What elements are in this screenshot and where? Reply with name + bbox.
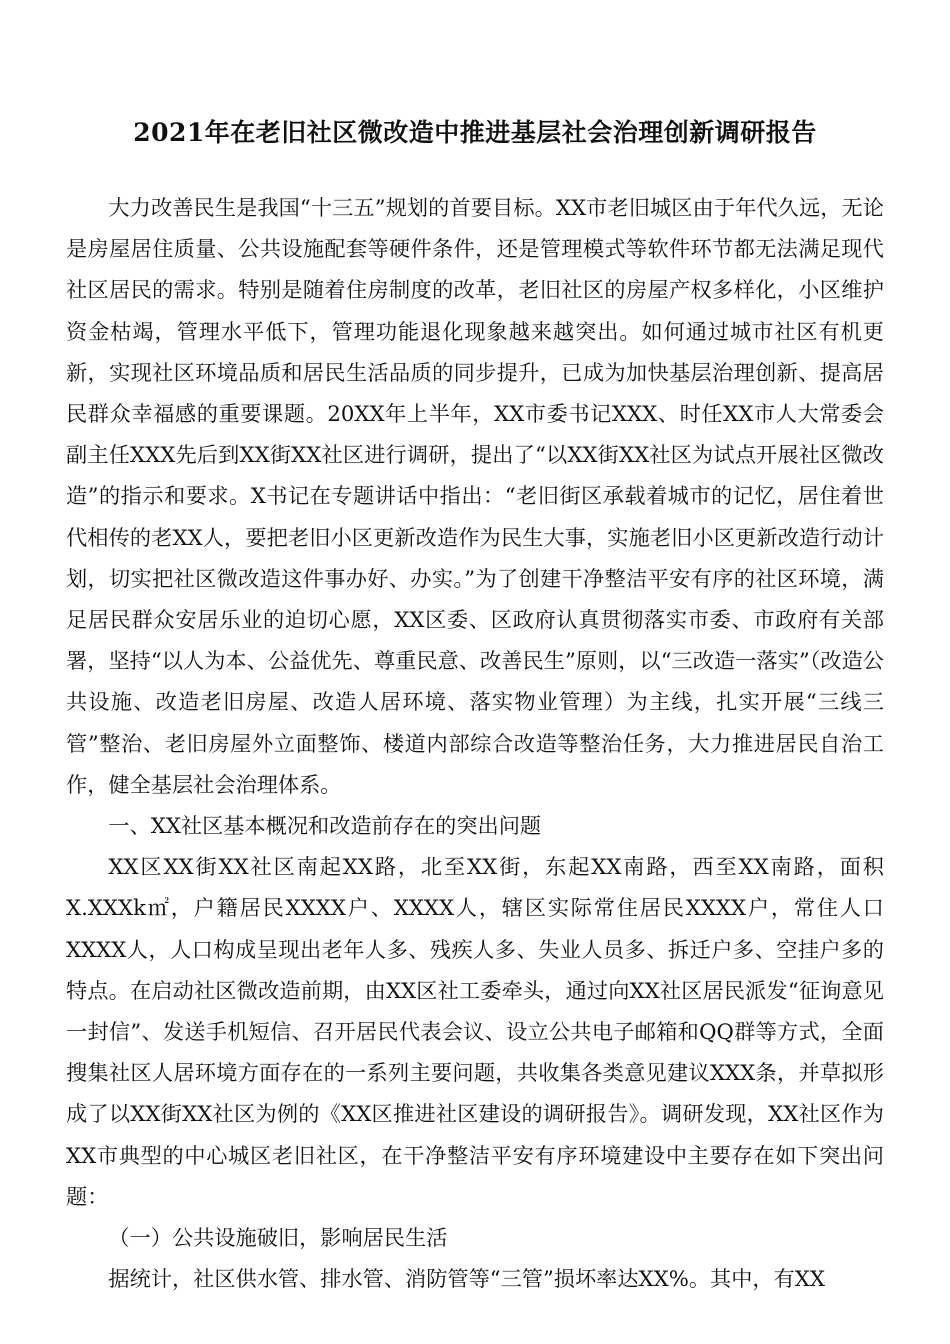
intro-paragraph: 大力改善民生是我国“十三五”规划的首要目标。XX市老旧城区由于年代久远，无论是房屋居住质量、公共设施配套等硬件条件，还是管理模式等软件环节都无法满足现代社区居民的需求。特别是随着住房制度的改革，老旧社区的房屋产权多样化，小区维护资金枯竭，管理水平低下，管理功能退化现象越来越突出。如何通过城市社区有机更新，实现社区环境品质和居民生活品质的同步提升，已成为加快基层治理创新、提高居民群众幸福感的重要课题。20XX年上半年，XX市委书记XXX、时任XX市人大常委会副主任XXX先后到XX街XX社区进行调研，提出了“以XX街XX社区为试点开展社区微改造”的指示和要求。X书记在专题讲话中指出：“老旧街区承载着城市的记忆，居住着世代相传的老XX人，要把老旧小区更新改造作为民生大事，实施老旧小区更新改造行动计划，切实把社区微改造这件事办好、办实。”为了创建干净整洁平安有序的社区环境，满足居民群众安居乐业的迫切心愿，XX区委、区政府认真贯彻落实市委、市政府有关部署，坚持“以人为本、公益优先、尊重民意、改善民生”原则，以“三改造一落实”（改造公共设施、改造老旧房屋、改造人居环境、落实物业管理）为主线，扎实开展“三线三管”整治、老旧房屋外立面整饰、楼道内部综合改造等整治任务，大力推进居民自治工作，健全基层社会治理体系。 bbox=[66, 195, 884, 797]
section-heading-1: 一、XX社区基本概况和改造前存在的突出问题 bbox=[108, 813, 542, 839]
section-1-paragraph: XX区XX街XX社区南起XX路，北至XX街，东起XX南路，西至XX南路，面积X.XXXk㎡，户籍居民XXXX户、XXXX人，辖区实际常住居民XXXX户，常住人口XXXX人，人口构成呈现出老年人多、残疾人多、失业人员多、拆迁户多、空挂户多的特点。在启动社区微改造前期，由XX区社工委牵头，通过向XX社区居民派发“征询意见一封信”、发送手机短信、召开居民代表会议、设立公共电子邮箱和QQ群等方式，全面搜集社区人居环境方面存在的一系列主要问题，共收集各类意见建议XXX条，并草拟形成了以XX街XX社区为例的《XX区推进社区建设的调研报告》。调研发现，XX社区作为XX市典型的中心城区老旧社区，在干净整洁平安有序环境建设中主要存在如下突出问题： bbox=[66, 854, 884, 1209]
subsection-1-paragraph: 据统计，社区供水管、排水管、消防管等“三管”损坏率达XX%。其中，有XX bbox=[108, 1266, 825, 1292]
document-title: 2021年在老旧社区微改造中推进基层社会治理创新调研报告 bbox=[133, 117, 817, 147]
subsection-heading-1: （一）公共设施破旧，影响居民生活 bbox=[108, 1225, 448, 1251]
document-body bbox=[66, 187, 884, 1299]
